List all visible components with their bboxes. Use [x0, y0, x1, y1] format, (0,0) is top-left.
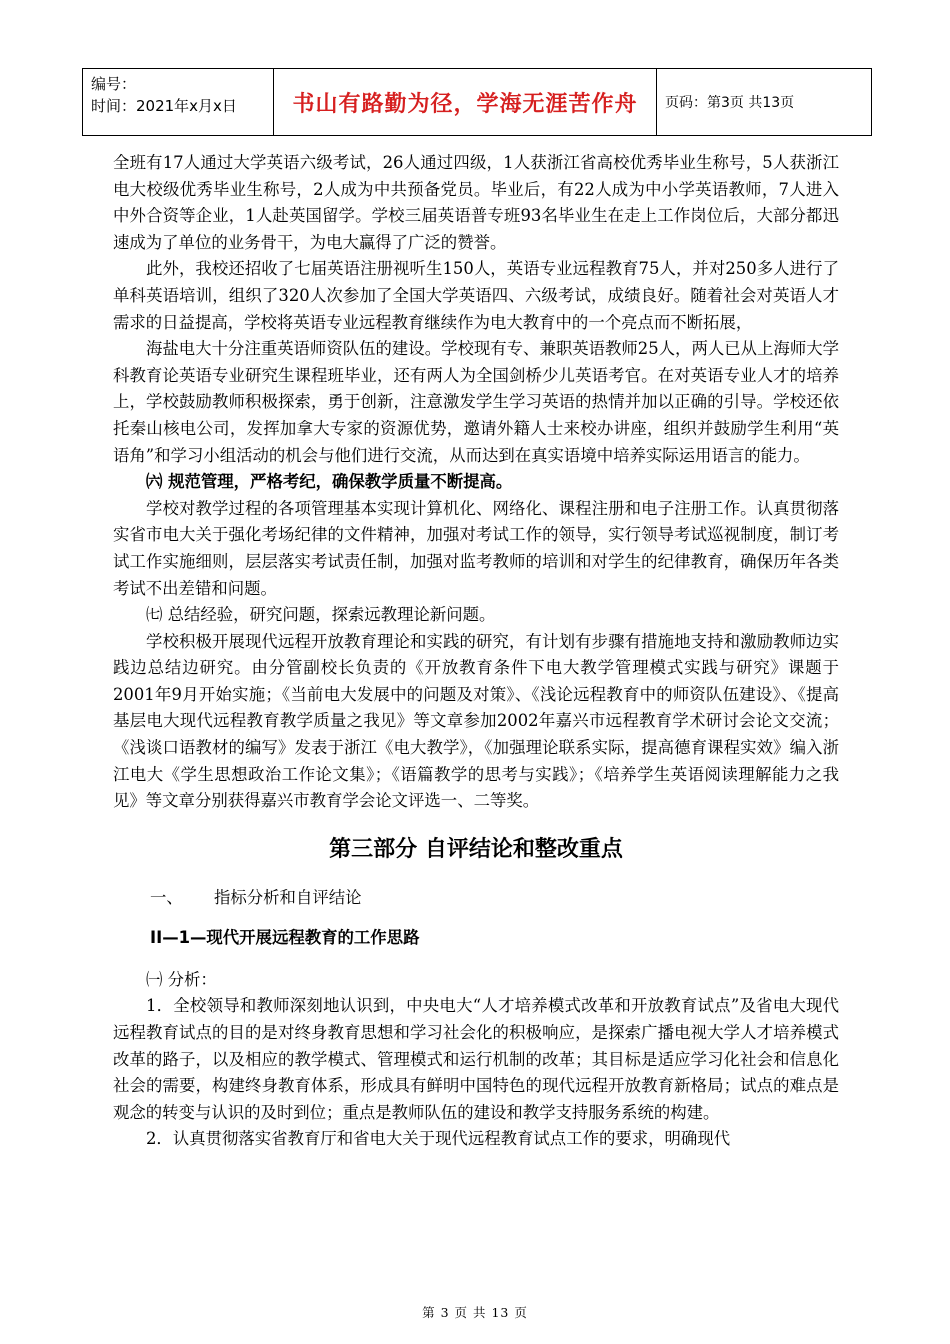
- section-title: 指标分析和自评结论: [214, 887, 362, 907]
- section-heading: [150, 885, 839, 911]
- paragraph: 此外，我校还招收了七届英语注册视听生150人，英语专业远程教育75人，并对250多人进行了单科英语培训，组织了320人次参加了全国大学英语四、六级考试，成绩良好。随着社会对英语人才需求的日益提高，学校将英语专业远程教育继续作为电大教育中的一个亮点而不断拓展，: [113, 259, 839, 332]
- subheading-6: ㈥ 规范管理，严格考纪，确保教学质量不断提高。: [146, 472, 513, 492]
- header-page-info: 页码：第3页 共13页: [665, 95, 795, 111]
- header-page-cell: [656, 68, 872, 136]
- paragraph: 学校积极开展现代远程开放教育理论和实践的研究，有计划有步骤有措施地支持和激励教师边实践边总结边研究。由分管副校长负责的《开放教育条件下电大教学管理模式实践与研究》课题于2001年9月开始实施；《当前电大发展中的问题及对策》、《浅论远程教育中的师资队伍建设》、《提高基层电大现代远程教育教学质量之我见》等文章参加2002年嘉兴市远程教育学术研讨会论文交流；《浅谈口语教材的编写》发表于浙江《电大教学》，《加强理论联系实际，提高德育课程实效》编入浙江电大《学生思想政治工作论文集》；《语篇教学的思考与实践》；《培养学生英语阅读理解能力之我见》等文章分别获得嘉兴市教育学会论文评选一、二等奖。: [113, 631, 839, 811]
- paragraph: 2．认真贯彻落实省教育厅和省电大关于现代远程教育试点工作的要求，明确现代: [146, 1129, 731, 1149]
- header-motto: 书山有路勤为径，学海无涯苦作舟: [292, 91, 638, 117]
- subsection-heading: II—1—现代开展远程教育的工作思路: [150, 927, 420, 947]
- header-meta-cell: [82, 68, 274, 136]
- part-title: 第三部分 自评结论和整改重点: [329, 836, 623, 862]
- paragraph: 1．全校领导和教师深刻地认识到，中央电大“人才培养模式改革和开放教育试点”及省电大现代远程教育试点的目的是对终身教育思想和学习社会化的积极响应，是探索广播电视大学人才培养模式改革的路子，以及相应的教学模式、管理模式和运行机制的改革；其目标是适应学习化社会和信息化社会的需要，构建终身教育体系，形成具有鲜明中国特色的现代远程开放教育新格局；试点的难点是观念的转变与认识的及时到位；重点是教师队伍的建设和教学支持服务系统的构建。: [113, 996, 839, 1122]
- page-footer: 第 3 页 共 13 页: [422, 1305, 528, 1320]
- section-number: 一、: [150, 887, 183, 907]
- header-motto-cell: [273, 68, 657, 136]
- paragraph: 学校对教学过程的各项管理基本实现计算机化、网络化、课程注册和电子注册工作。认真贯彻落实省市电大关于强化考场纪律的文件精神，加强对考试工作的领导，实行领导考试巡视制度，制订考试工作实施细则，层层落实考试责任制，加强对监考教师的培训和对学生的纪律教育，确保历年各类考试不出差错和问题。: [113, 498, 839, 598]
- paragraph: 全班有17人通过大学英语六级考试，26人通过四级，1人获浙江省高校优秀毕业生称号，5人获浙江电大校级优秀毕业生称号，2人成为中共预备党员。毕业后，有22人成为中小学英语教师，7人进入中外合资等企业，1人赴英国留学。学校三届英语普专班93名毕业生在走上工作岗位后，大部分都迅速成为了单位的业务骨干，为电大赢得了广泛的赞誉。: [113, 153, 839, 252]
- analysis-label: ㈠ 分析：: [146, 969, 217, 989]
- document-body: [113, 150, 839, 1153]
- document-number: 编号：: [91, 75, 137, 93]
- document-date: 时间：2021年x月x日: [91, 97, 237, 115]
- paragraph: 海盐电大十分注重英语师资队伍的建设。学校现有专、兼职英语教师25人，两人已从上海师大学科教育论英语专业研究生课程班毕业，还有两人为全国剑桥少儿英语考官。在对英语专业人才的培养上，学校鼓励教师积极探索，勇于创新，注意激发学生学习英语的热情并加以正确的引导。学校还依托秦山核电公司，发挥加拿大专家的资源优势，邀请外籍人士来校办讲座，组织并鼓励学生利用“英语角”和学习小组活动的机会与他们进行交流，从而达到在真实语境中培养实际运用语言的能力。: [113, 339, 839, 465]
- subheading-7: ㈦ 总结经验，研究问题，探索远教理论新问题。: [146, 605, 496, 625]
